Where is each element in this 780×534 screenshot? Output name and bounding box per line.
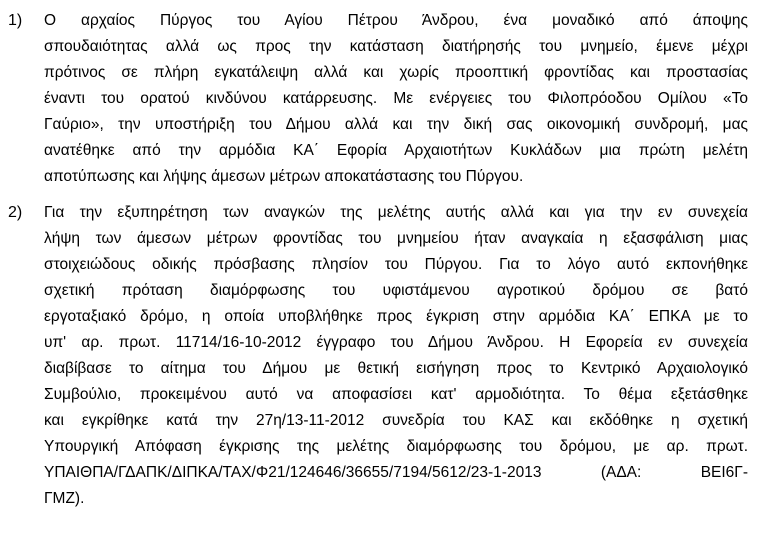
text-line: σπουδαιότητας αλλά ως προς την κατάσταση διατήρησής του μνημείο, έμενε μέχρι	[44, 38, 748, 55]
text-line: λήψη των άμεσων μέτρων φροντίδας του μνημείου ήταν αναγκαία η εξασφάλιση μιας	[44, 230, 748, 247]
text-line: αποτύπωσης και λήψης άμεσων μέτρων αποκατάστασης του Πύργου.	[44, 168, 524, 185]
text-line: εργοταξιακό δρόμο, η οποία υποβλήθηκε προς έγκριση στην αρμόδια ΚΑ΄ ΕΠΚΑ με το	[44, 308, 748, 325]
text-line: Συμβούλιο, προκειμένου αυτό να αποφασίσει κατ' αρμοδιότητα. Το θέμα εξετάσθηκε	[44, 386, 748, 403]
text-line: ΓΜΖ).	[44, 490, 85, 507]
text-line: Υπουργική Απόφαση έγκρισης της μελέτης διαμόρφωσης του δρόμου, με αρ. πρωτ.	[44, 438, 748, 455]
text-line: πρότινος σε πλήρη εγκατάλειψη αλλά και χωρίς προοπτική φροντίδας και προστασίας	[44, 64, 748, 81]
text-line: Για την εξυπηρέτηση των αναγκών της μελέτης αυτής αλλά και για την εν συνεχεία	[44, 204, 748, 221]
text-line: σχετική πρόταση διαμόρφωσης του υφιστάμενου αγροτικού δρόμου σε βατό	[44, 282, 748, 299]
text-line: διαβίβασε το αίτημα του Δήμου με θετική εισήγηση προς το Κεντρικό Αρχαιολογικό	[44, 360, 748, 377]
text-line: στοιχειώδους οδικής πρόσβασης πλησίον του Πύργου. Για το λόγο αυτό εκπονήθηκε	[44, 256, 748, 273]
text-line: Ο αρχαίος Πύργος του Αγίου Πέτρου Άνδρου, ένα μοναδικό από άποψης	[44, 12, 748, 29]
list-number: 1)	[8, 12, 23, 29]
text-line: έναντι του ορατού κινδύνου κατάρρευσης. Με ενέργειες του Φιλοπρόοδου Ομίλου «Το	[44, 90, 748, 107]
text-line: υπ' αρ. πρωτ. 11714/16-10-2012 έγγραφο του Δήμου Άνδρου. Η Εφορεία εν συνεχεία	[44, 334, 748, 351]
text-line: ΥΠΑΙΘΠΑ/ΓΔΑΠΚ/ΔΙΠΚΑ/ΤΑΧ/Φ21/124646/36655/7194/5612/23-1-2013 (ΑΔΑ: ΒΕΙ6Γ-	[44, 464, 748, 481]
text-line: και εγκρίθηκε κατά την 27η/13-11-2012 συνεδρία του ΚΑΣ και εκδόθηκε η σχετική	[44, 412, 748, 429]
text-line: ανατέθηκε από την αρμόδια ΚΑ΄ Εφορία Αρχαιοτήτων Κυκλάδων μια πρώτη μελέτη	[44, 142, 748, 159]
list-number: 2)	[8, 204, 23, 221]
text-line: Γαύριο», την υποστήριξη του Δήμου αλλά και την δική σας οικονομική συνδρομή, μας	[44, 116, 748, 133]
